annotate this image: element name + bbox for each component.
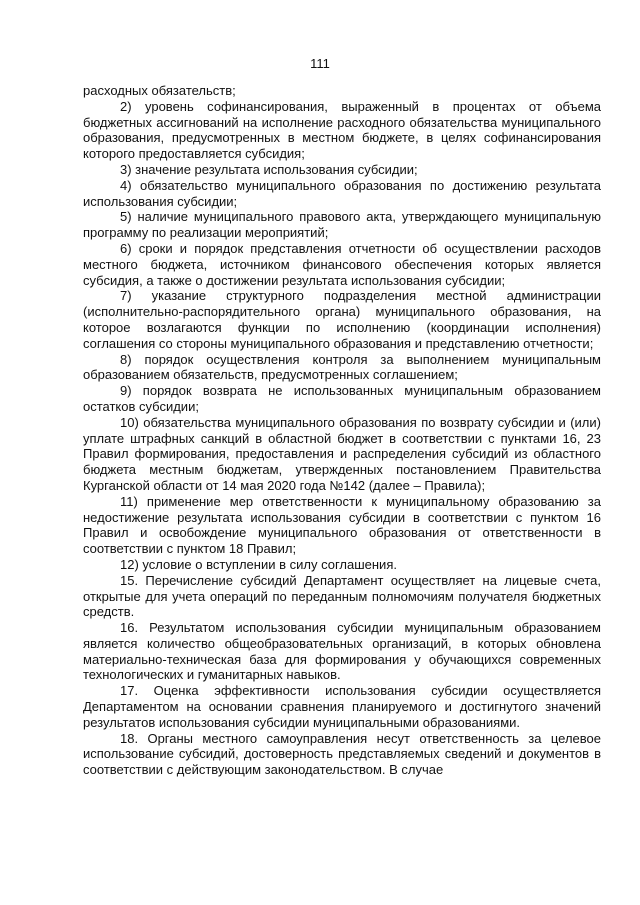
paragraph-item-4: 4) обязательство муниципального образования по достижению результата использования субсидии; [83,177,601,209]
paragraph-clause-15: 15. Перечисление субсидий Департамент осуществляет на лицевые счета, открытые для учета операций по переданным полномочиям получателя бюджетных средств. [83,572,601,620]
paragraph-item-12: 12) условие о вступлении в силу соглашения. [120,556,397,572]
paragraph-clause-16: 16. Результатом использования субсидии муниципальным образованием является количество общеобразовательных организаций, в которых обновлена материально-техническая база для формирования у обучающихся современных технологических и гуманитарных навыков. [83,620,601,683]
paragraph-clause-18: 18. Органы местного самоуправления несут ответственность за целевое использование субсидий, достоверность представляемых сведений и документов в соответствии с действующим законодательством. В случае [83,730,601,778]
paragraph-item-3: 3) значение результата использования субсидии; [120,161,418,177]
paragraph-item-10: 10) обязательства муниципального образования по возврату субсидии и (или) уплате штрафных санкций в областной бюджет в соответствии с пунктами 16, 23 Правил формирования, предоставления и распределения субсидий из областного бюджета местным бюджетам, утвержденных постановлением Правительства Курганской области от 14 мая 2020 года №142 (далее – Правила); [83,414,601,493]
paragraph-clause-17: 17. Оценка эффективности использования субсидии осуществляется Департаментом на основании сравнения планируемого и достигнутого значений результатов использования субсидии муниципальными образованиями. [83,683,601,730]
paragraph-item-6: 6) сроки и порядок представления отчетности об осуществлении расходов местного бюджета, источником финансового обеспечения которых является субсидия, а также о достижении результата использования субсидии; [83,240,601,288]
paragraph-continuation: расходных обязательств; [83,83,236,98]
paragraph-item-11: 11) применение мер ответственности к муниципальному образованию за недостижение результата использования субсидии в соответствии с пунктом 16 Правил и освобождение муниципального образования от ответственности в соответствии с пунктом 18 Правил; [83,493,601,557]
paragraph-item-8: 8) порядок осуществления контроля за выполнением муниципальным образованием обязательств, предусмотренных соглашением; [83,351,601,383]
document-body [83,83,601,778]
paragraph-item-5: 5) наличие муниципального правового акта, утверждающего муниципальную программу по реализации мероприятий; [83,209,601,241]
paragraph-item-2: 2) уровень софинансирования, выраженный в процентах от объема бюджетных ассигнований на исполнение расходного обязательства муниципального образования, предусмотренных в местном бюджете, в целях софинансирования которого предоставляется субсидия; [83,98,601,162]
page-number: 111 [310,56,330,71]
paragraph-item-9: 9) порядок возврата не использованных муниципальным образованием остатков субсидии; [83,383,601,414]
paragraph-item-7: 7) указание структурного подразделения местной администрации (исполнительно-распорядительного органа) муниципального образования, на которое возлагаются функции по исполнению (координации исполнения) соглашения со стороны муниципального образования и представлению отчетности; [83,288,601,351]
